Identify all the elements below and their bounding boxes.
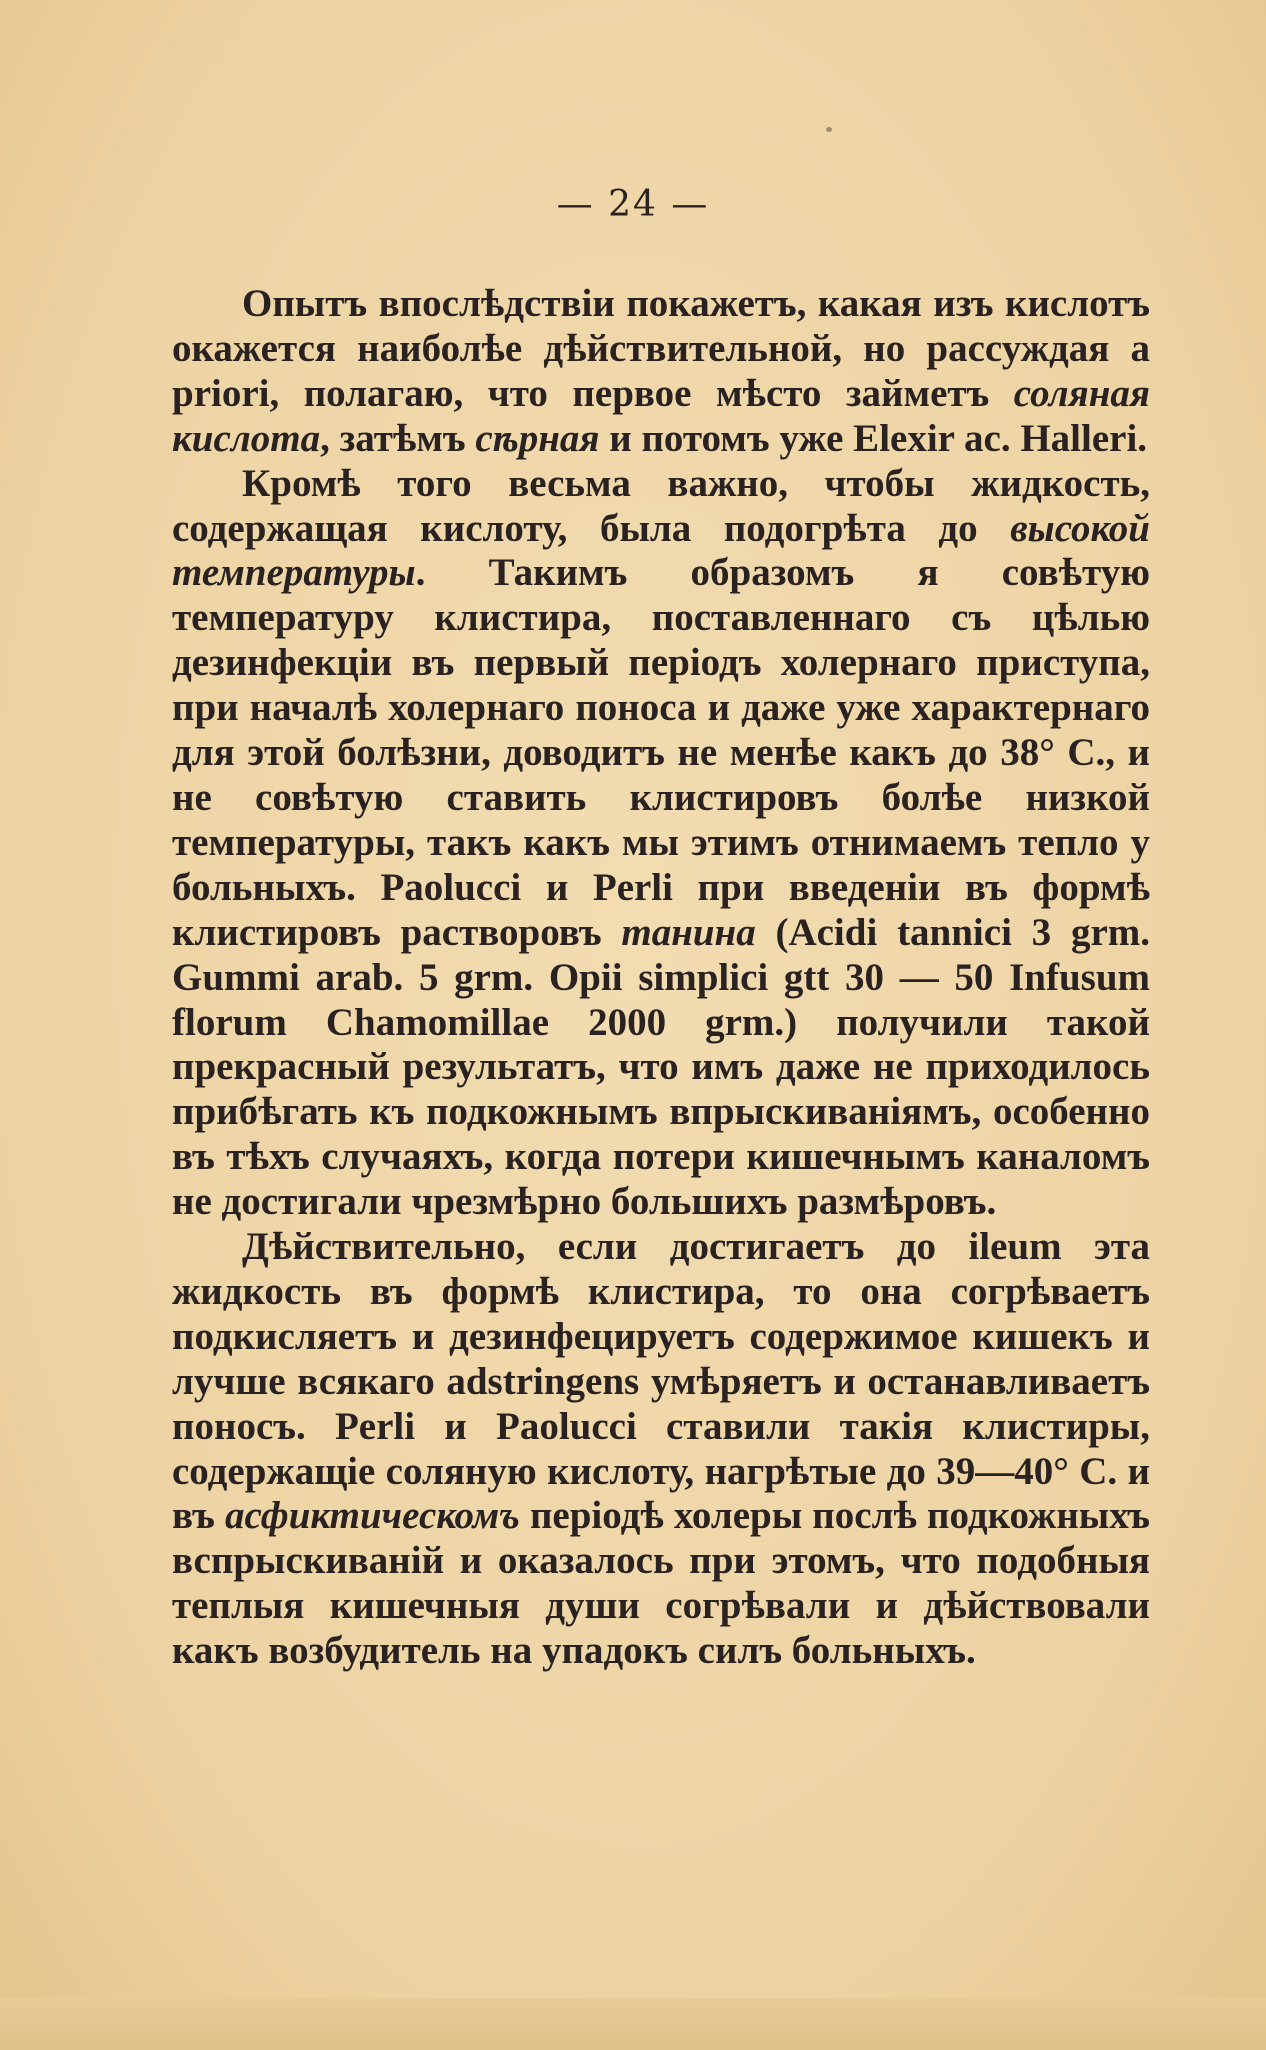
text-segment: (Acidi tannici 3 grm. Gummi arab. 5 grm. Opii simplici gtt 30 — 50 Infusum florum Chamomillae 2000 grm.) получили такой прекрасный результатъ, что имъ даже не приходилось прибѣгать къ подкожнымъ впрыскиваніямъ, особенно въ тѣхъ случаяхъ, когда потери кишечнымъ каналомъ не достигали чрезмѣрно большихъ размѣровъ.	[172, 910, 1151, 1224]
italic-term: танина	[621, 910, 756, 954]
body-text	[172, 282, 1150, 1674]
text-segment: Дѣйствительно, если достигаетъ до ileum эта жидкость въ формѣ клистира, то она согрѣваетъ подкисляетъ и дезинфецируетъ содержимое кишекъ и лучше всякаго adstringens умѣряетъ и останавливаетъ поносъ. Perli и Paolucci ставили такія клистиры, содержащіе соляную кислоту, нагрѣтые до 39—40° С. и въ	[172, 1225, 1150, 1538]
ink-speck	[826, 127, 832, 132]
italic-term: асфиктическомъ	[224, 1494, 520, 1538]
paragraph-2	[172, 462, 1150, 1225]
text-segment: Опытъ впослѣдствіи покажетъ, какая изъ кислотъ окажется наиболѣе дѣйствительной, но рассуждая a priori, полагаю, что первое мѣсто займетъ	[172, 282, 1150, 415]
text-segment: . Такимъ образомъ я совѣтую температуру клистира, поставленнаго съ цѣлью дезинфекціи въ первый періодъ холернаго приступа, при началѣ холернаго поноса и даже уже характернаго для этой болѣзни, доводитъ не менѣе какъ до 38° С., и не совѣтую ставить клистировъ болѣе низкой температуры, такъ какъ мы этимъ отнимаемъ тепло у больныхъ. Paolucci и Perli при введеніи въ формѣ клистировъ растворовъ	[172, 551, 1150, 954]
text-segment: Кромѣ того весьма важно, чтобы жидкость, содержащая кислоту, была подогрѣта до	[172, 461, 1150, 550]
text-segment: періодѣ холеры послѣ подкожныхъ вспрыскиваній и оказалось при этомъ, что подобныя теплыя кишечныя души согрѣвали и дѣйствовали какъ возбудитель на упадокъ силъ больныхъ.	[172, 1494, 1151, 1673]
text-segment: и потомъ уже Elexir ac. Halleri.	[599, 416, 1148, 460]
italic-term: сѣрная	[475, 416, 600, 460]
paragraph-3	[172, 1225, 1150, 1674]
italic-term: соляная кислота	[172, 371, 1150, 460]
text-segment: , затѣмъ	[320, 416, 476, 460]
page-bottom-edge	[0, 1998, 1266, 2050]
page-number: — 24 —	[556, 184, 710, 225]
italic-term: высокой температуры	[172, 506, 1150, 595]
paragraph-1	[172, 282, 1150, 462]
